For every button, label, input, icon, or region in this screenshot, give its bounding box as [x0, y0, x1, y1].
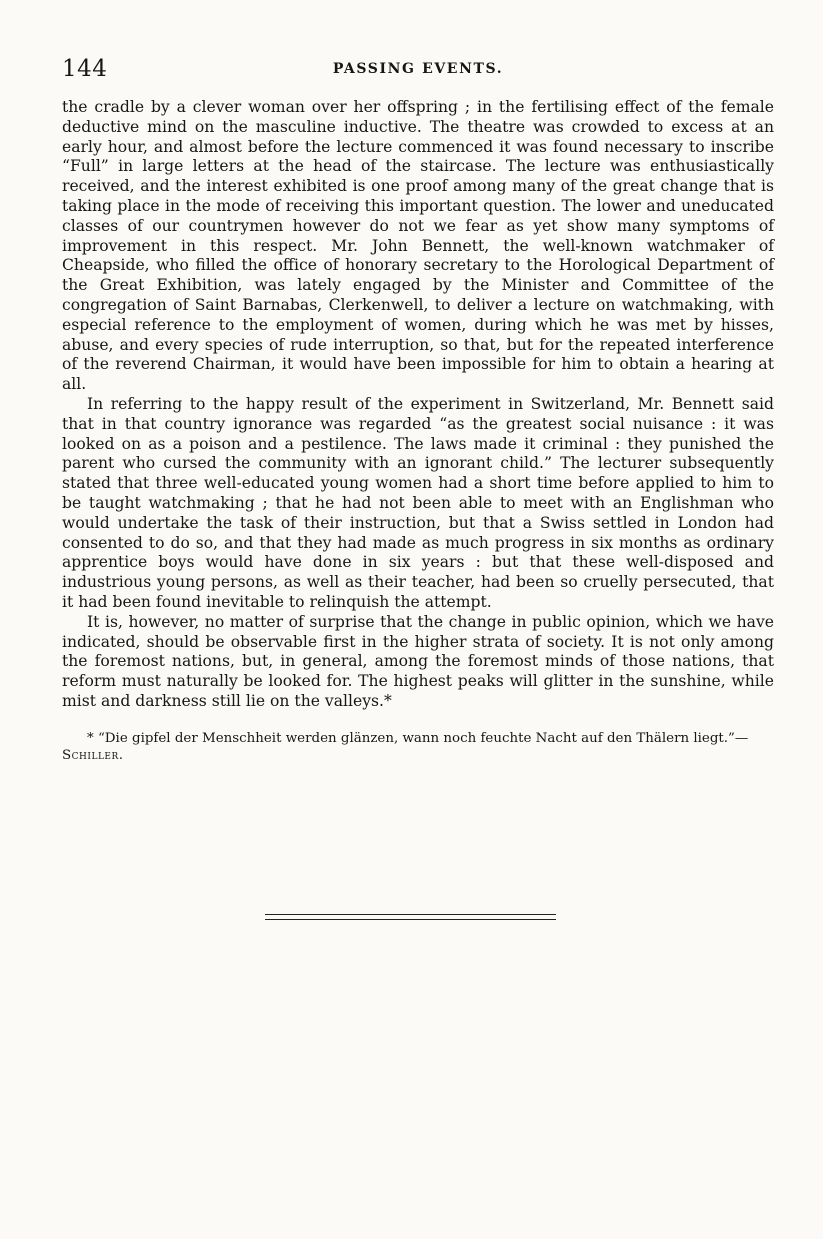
- paragraph-2: In referring to the happy result of the experiment in Switzerland, Mr. Bennett said that in that country ignorance was regarded “as the greatest social nuisance : it was looked on as a poison and a pestilence. The laws made it criminal : they punished the parent who cursed the community with an ignorant child.” The lecturer subsequently stated that three well-educated young women had a short time before applied to him to be taught watchmaking ; that he had not been able to meet with an Englishman who would undertake the task of their instruction, but that a Swiss settled in London had consented to do so, and that they had made as much progress in six months as ordinary apprentice boys would have done in six years : but that these well-disposed and industrious young persons, as well as their teacher, had been so cruelly persecuted, that it had been found inevitable to relinquish the attempt.: [62, 394, 774, 611]
- section-end-rule: [265, 914, 556, 920]
- page-number: 144: [62, 56, 108, 82]
- rule-top: [265, 914, 556, 915]
- running-title: PASSING EVENTS.: [332, 61, 504, 77]
- paragraph-3: It is, however, no matter of surprise that the change in public opinion, which we have indicated, should be observable first in the higher strata of society. It is not only among the foremost nations, but, in general, among the foremost minds of those nations, that reform must naturally be looked for. The highest peaks will glitter in the sunshine, while mist and darkness still lie on the valleys.*: [62, 612, 774, 710]
- page: [62, 56, 774, 764]
- footnote-attribution: Schiller.: [62, 747, 124, 763]
- rule-bottom: [265, 919, 556, 920]
- footnote-text: * “Die gipfel der Menschheit werden glänzen, wann noch feuchte Nacht auf den Thälern liegt.”—: [87, 730, 749, 746]
- running-head: [62, 56, 774, 82]
- paragraph-1: the cradle by a clever woman over her offspring ; in the fertilising effect of the female deductive mind on the masculine inductive. The theatre was crowded to excess at an early hour, and almost before the lecture commenced it was found necessary to inscribe “Full” in large letters at the head of the staircase. The lecture was enthusiastically received, and the interest exhibited is one proof among many of the great change that is taking place in the mode of receiving this important question. The lower and uneducated classes of our countrymen however do not we fear as yet show many symptoms of improvement in this respect. Mr. John Bennett, the well-known watchmaker of Cheapside, who filled the office of honorary secretary to the Horological Department of the Great Exhibition, was lately engaged by the Minister and Committee of the congregation of Saint Barnabas, Clerkenwell, to deliver a lecture on watchmaking, with especial reference to the employment of women, during which he was met by hisses, abuse, and every species of rude interruption, so that, but for the repeated interference of the reverend Chairman, it would have been impossible for him to obtain a hearing at all.: [62, 98, 774, 394]
- body-text: [62, 98, 774, 712]
- footnote: [62, 730, 774, 764]
